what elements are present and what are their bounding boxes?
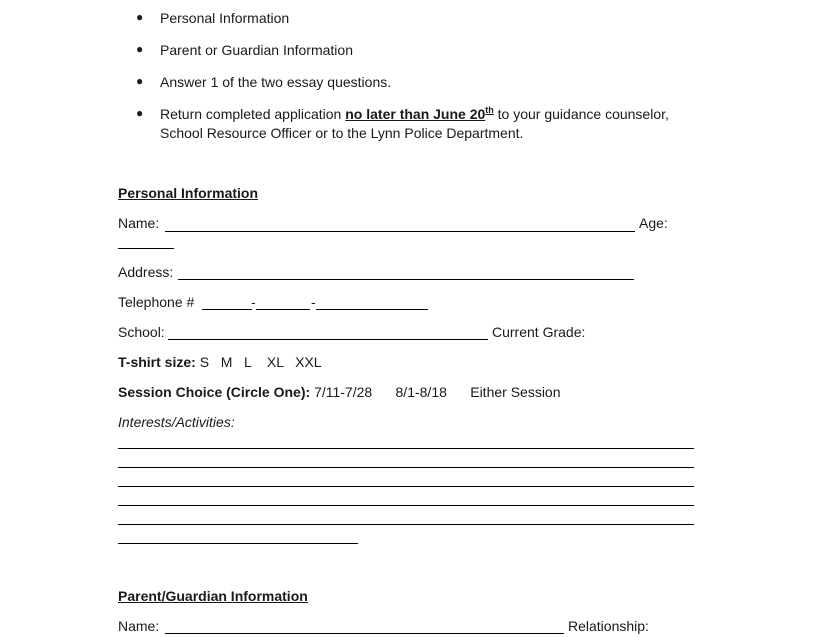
parent-name-label: Name:	[118, 618, 160, 634]
interests-line[interactable]	[118, 524, 694, 525]
name-label: Name:	[118, 215, 160, 231]
school-label: School:	[118, 324, 165, 340]
telephone-line-field[interactable]	[316, 309, 428, 310]
session-choice-colon: :	[305, 384, 311, 400]
tshirt-size-row	[118, 354, 322, 370]
deadline-text: no later than June 20	[345, 106, 486, 122]
bullet-icon: ●	[136, 42, 144, 56]
tshirt-size-options[interactable]: S M L XL XXL	[199, 354, 322, 370]
list-item-text: Return completed application	[160, 106, 346, 122]
telephone-label: Telephone #	[118, 294, 195, 310]
age-field[interactable]	[118, 248, 174, 249]
bullet-icon: ●	[136, 10, 144, 24]
interests-line[interactable]	[118, 543, 358, 544]
tshirt-size-label: T-shirt size:	[118, 354, 196, 370]
list-item-text: to your guidance counselor,	[493, 106, 669, 122]
name-field[interactable]	[165, 231, 635, 232]
list-item: Parent or Guardian Information	[160, 42, 353, 58]
interests-line[interactable]	[118, 486, 694, 487]
current-grade-label: Current Grade:	[492, 324, 586, 340]
session-choice-row	[118, 384, 561, 400]
personal-info-heading: Personal Information	[118, 185, 259, 201]
session-choice-label: Session Choice (Circle One)	[118, 384, 306, 400]
address-label: Address:	[118, 264, 174, 280]
school-field[interactable]	[168, 339, 488, 340]
relationship-label: Relationship:	[568, 618, 649, 634]
interests-line[interactable]	[118, 467, 694, 468]
session-choice-options[interactable]: 7/11-7/28 8/1-8/18 Either Session	[314, 384, 561, 400]
parent-name-field[interactable]	[165, 633, 564, 634]
interests-line[interactable]	[118, 505, 694, 506]
bullet-icon: ●	[136, 74, 144, 88]
deadline-suffix: th	[485, 105, 494, 115]
interests-line[interactable]	[118, 448, 694, 449]
age-label: Age:	[639, 215, 668, 231]
address-field[interactable]	[178, 279, 634, 280]
telephone-area-field[interactable]	[202, 309, 252, 310]
parent-info-heading: Parent/Guardian Information	[118, 588, 308, 604]
telephone-dash: -	[251, 294, 256, 310]
bullet-icon: ●	[136, 106, 144, 120]
list-item	[160, 106, 669, 122]
list-item-continued: School Resource Officer or to the Lynn Police Department.	[160, 125, 524, 141]
telephone-dash: -	[311, 294, 316, 310]
interests-label: Interests/Activities:	[118, 414, 235, 430]
list-item: Personal Information	[160, 10, 290, 26]
telephone-prefix-field[interactable]	[256, 309, 310, 310]
list-item: Answer 1 of the two essay questions.	[160, 74, 392, 90]
